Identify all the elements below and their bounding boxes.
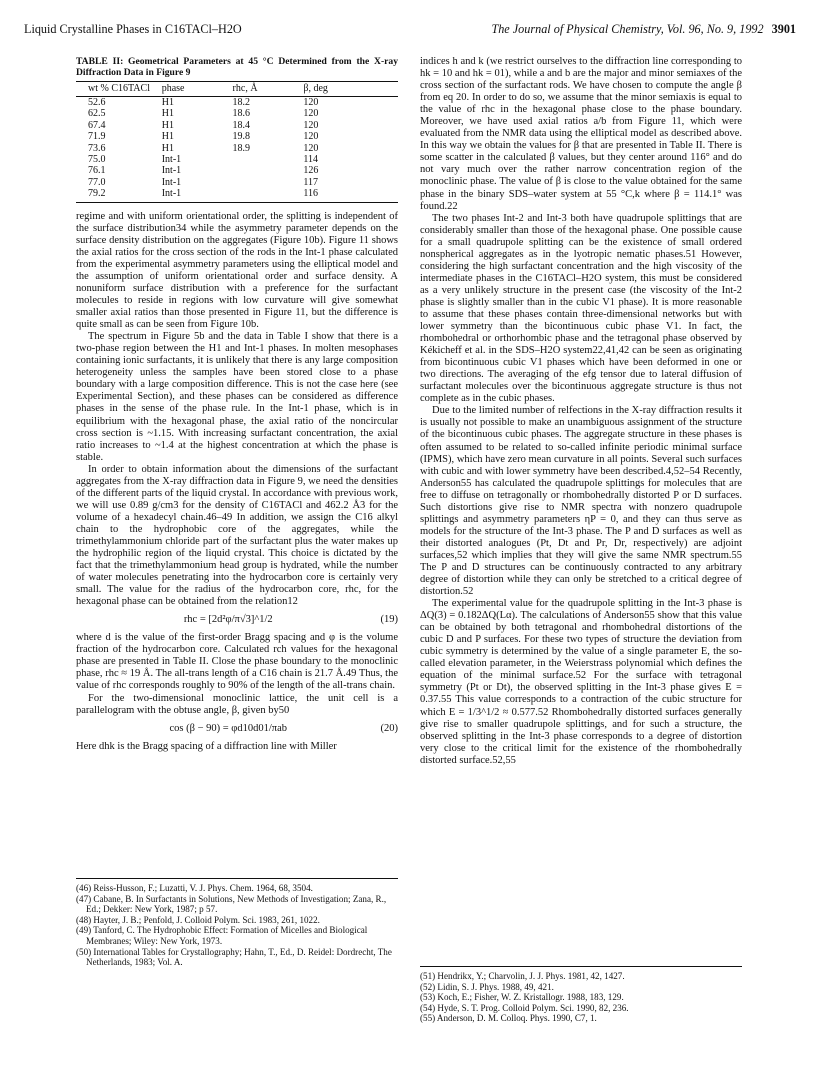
cell-phase: H1 — [161, 119, 174, 131]
reference-item: (49) Tanford, C. The Hydrophobic Effect: Formation of Micelles and Biological Membranes; Wiley: New York, 1973. — [76, 925, 368, 946]
paragraph: Here dhk is the Bragg spacing of a diffraction line with Miller — [76, 740, 337, 752]
paragraph: indices h and k (we restrict ourselves to the diffraction line corresponding to hk = 10 and hk = 01), while a and b are the major and minor semiaxes of the cross section of the surfactant rods. We have chosen to compute the angle β from eq 20. In order to do so, we assume that the minor semiaxis is equal to the value of rhc in the hexagonal phase close to the phase boundary. Moreover, we have used axial ratios a/b from Figure 11, which were evaluated from the NMR data using the elliptical model as described above. In this way we obtain the values for β that are presented in Table II. There is some scatter in the calculated β values, but they center around 116° and do not vary much over the rather narrow concentration region of the monoclinic phase. The value of β is close to the value obtained for the same phase in the binary SDS–water system at 55 °C,k where β = 114.1° was found.22 — [420, 56, 742, 212]
cell-phase: Int-1 — [161, 154, 182, 166]
cell-phase: H1 — [161, 131, 174, 143]
table-row — [76, 177, 398, 188]
equation-20 — [76, 723, 398, 735]
col-header-rhc: rhc, Å — [231, 82, 302, 97]
cell-rhc: 19.8 — [232, 131, 251, 143]
cell-beta: 120 — [303, 97, 319, 109]
running-header — [24, 22, 796, 42]
cell-rhc: 18.2 — [232, 97, 251, 109]
cell-beta: 114 — [303, 154, 319, 166]
reference-item: (48) Hayter, J. B.; Penfold, J. Colloid Polym. Sci. 1983, 261, 1022. — [76, 914, 320, 925]
cell-wt: 76.1 — [88, 165, 106, 177]
cell-phase: H1 — [161, 97, 174, 109]
table-row — [76, 120, 398, 131]
reference-item: (55) Anderson, D. M. Colloq. Phys. 1990, C7, 1. — [420, 1013, 597, 1024]
reference-item: (54) Hyde, S. T. Prog. Colloid Polym. Sci. 1990, 82, 236. — [420, 1002, 629, 1013]
equation-20-body: cos (β − 90) = φd10d01/πab — [169, 722, 287, 734]
cell-wt: 67.4 — [88, 119, 106, 131]
cell-phase: Int-1 — [161, 165, 182, 177]
cell-beta: 117 — [303, 176, 319, 188]
equation-20-number: (20) — [380, 722, 398, 734]
right-column — [420, 56, 742, 767]
table-body — [76, 97, 398, 203]
references-left — [76, 878, 398, 968]
table-row — [76, 143, 398, 154]
table-caption: TABLE II: Geometrical Parameters at 45 °C Determined from the X-ray Diffraction Data in Figure 9 — [76, 56, 398, 78]
cell-rhc: 18.4 — [232, 119, 251, 131]
paragraph: In order to obtain information about the dimensions of the surfactant aggregates from the X-ray diffraction data in Figure 9, we need the densities of the different parts of the liquid crystal. In accordance with previous work, we will use 0.89 g/cm3 for the density of C16TACl and 462.2 Å3 for the volume of a hexadecyl chain.46–49 In addition, we assign the C16 alkyl chain to the hydrophobic core of the aggregates, while the trimethylammonium chloride part of the surfactant plus the water makes up the hydrophilic region of the liquid crystal. This choice is dictated by the fact that the trimethylammonium head group is hydrated, while the number of water molecules penetrating into the hydrocarbon core is certainly very small. The value for the radius of the hydrocarbon core, rhc, for the hexagonal phase can be obtained from the relation12 — [76, 463, 398, 608]
cell-beta: 126 — [303, 165, 319, 177]
equation-19-body: rhc = [2d²φ/π√3]^1/2 — [183, 614, 273, 626]
equation-19-number: (19) — [380, 614, 398, 626]
table-row — [76, 165, 398, 176]
paragraph: Due to the limited number of relfections in the X-ray diffraction results it is usually not possible to make an unambiguous assignment of the structure of the bicontinuous cubic phases. The aggregate structure in these phases is often assumed to be related to so-called infinite periodic minimal surface (IPMS), which have zero mean curvature in all points. Several such surfaces with cubic and with lower symmetry have been described.4,52–54 Recently, Anderson55 has calculated the quadrupole splittings for molecules that are free to diffuse on tetragonally or rhombohedrally distorted P or D surfaces. Such distortions give rise to NMR spectra with nonzero quadrupole splittings and asymmetry parameters ηP = 0, and they can thus serve as models for the structure of the Int-3 phase. The P and D surfaces as well as their distorted analogues (Pt, Dt and Pr, Dr, respectively) are adjoint surfaces,52 which implies that they will give the same NMR spectrum.55 The P and D structures can be continuously contracted to any arbitrary degree of distortion while they can only be stretched to a critical degree of distortion.52 — [420, 405, 742, 598]
left-column — [76, 56, 398, 753]
running-title: Liquid Crystalline Phases in C16TACl–H2O — [24, 22, 242, 36]
cell-rhc — [231, 165, 302, 176]
cell-beta: 116 — [301, 188, 398, 202]
reference-item: (47) Cabane, B. In Surfactants in Solutions, New Methods of Investigation; Zana, R., Ed.; Dekker: New York, 1987; p 57. — [76, 893, 387, 915]
cell-wt: 52.6 — [88, 97, 106, 109]
paragraph: For the two-dimensional monoclinic lattice, the unit cell is a parallelogram with the obtuse angle, β, given by50 — [76, 692, 398, 716]
col-header-beta: β, deg — [301, 82, 398, 97]
paragraph: The two phases Int-2 and Int-3 both have quadrupole splittings that are considerably smaller than those of the hexagonal phase. One possible cause for a small quadrupole splitting can be the existence of small ordered nonspherical aggregates as in the lyotropic nematic phases.51 However, considering the high surfactant concentration and the high viscosity of the intermediate phases in the C16TACl–H2O system, this must be considered as a very unlikely structure in the present case (the viscosity of the Int-2 phase is slightly smaller than in the cubic V1 phase). It is more reasonable to assume that these phases contain three-dimensional networks but with lower symmetry than the bicontinuous cubic phase V1. In fact, the rhombohedral or orthorhombic phase and the tetragonal phase observed by Kékicheff et al. in the SDS–H2O system22,41,42 can be seen as originating from bicontinuous cubic V1 phases which have been deformed in one or two directions. The averaging of the efg tensor due to lateral diffusion of surfactant molecules over the bicontinuous aggregate structure is thus not complete as in the cubic phases. — [420, 212, 742, 405]
cell-wt: 71.9 — [88, 131, 106, 143]
reference-item: (50) International Tables for Crystallography; Hahn, T., Ed., D. Reidel: Dordrecht, The Netherlands, 1983; Vol. A. — [76, 946, 392, 968]
table-header-row — [76, 82, 398, 97]
page-number: 3901 — [771, 22, 796, 36]
cell-wt: 79.2 — [76, 188, 160, 202]
cell-wt: 77.0 — [88, 176, 106, 188]
cell-wt: 75.0 — [88, 154, 106, 166]
paragraph: The experimental value for the quadrupole splitting in the Int-3 phase is ΔQ(3) = 0.182ΔQ(Lα). The calculations of Anderson55 show that this value can be obtained by both tetragonal and rhombohedral distortions of the cubic D and P surfaces. For these two types of structure the deviation from cubic symmetry is determined by the value of a single parameter E, the so-called elevation parameter, in the Weierstrass polynomial which defines the equation of the minimal surface.52 For the surface with tetragonal symmetry (Pt or Dt), the observed splitting in the Int-3 phase gives E = 0.37.55 This value corresponds to a contraction of the cubic structure for which E = 1/3^1/2 ≈ 0.577.52 Rhombohedrally distorted surfaces generally give rise to smaller quadrupole splittings, and for such a structure, the observed splitting in the Int-3 phase corresponds to a degree of distortion very close to the critical limit for the existence of the rhombohedrally distorted surface.52,55 — [420, 598, 742, 766]
table-row — [76, 97, 398, 109]
cell-phase: Int-1 — [161, 176, 182, 188]
references-right — [420, 966, 742, 1024]
cell-beta: 120 — [303, 142, 319, 154]
reference-item: (46) Reiss-Husson, F.; Luzatti, V. J. Phys. Chem. 1964, 68, 3504. — [76, 883, 313, 893]
cell-beta: 120 — [303, 119, 319, 131]
journal-name: The Journal of Physical Chemistry, Vol. 96, No. 9, 1992 — [491, 22, 764, 36]
cell-wt: 62.5 — [88, 108, 106, 120]
cell-wt: 73.6 — [88, 142, 106, 154]
cell-rhc — [231, 154, 302, 165]
reference-item: (53) Koch, E.; Fisher, W. Z. Kristallogr. 1988, 183, 129. — [420, 992, 624, 1003]
reference-item: (51) Hendrikx, Y.; Charvolin, J. J. Phys. 1981, 42, 1427. — [420, 971, 625, 981]
table-row — [76, 131, 398, 142]
table-row — [76, 188, 398, 202]
geometry-table — [76, 81, 398, 203]
cell-beta: 120 — [303, 131, 319, 143]
cell-phase: H1 — [161, 108, 174, 120]
cell-phase: Int-1 — [160, 188, 231, 202]
cell-rhc: 18.6 — [232, 108, 251, 120]
cell-rhc — [231, 188, 302, 202]
paragraph: where d is the value of the first-order Bragg spacing and φ is the volume fraction of the hydrocarbon core. Calculated rch values for the hexagonal phase are presented in Table II. Close the phase boundary to the monoclinic phase, rhc ≈ 19 Å. The all-trans length of a C16 chain is 21.7 Å.49 Thus, the value of rhc corresponds roughly to 90% of the length of the all-trans chain. — [76, 632, 398, 692]
col-header-wt: wt % C16TACl — [76, 82, 160, 97]
cell-beta: 120 — [303, 108, 319, 120]
cell-rhc — [231, 177, 302, 188]
reference-item: (52) Lidin, S. J. Phys. 1988, 49, 421. — [420, 981, 554, 992]
cell-rhc: 18.9 — [232, 142, 251, 154]
paragraph: regime and with uniform orientational order, the splitting is independent of the surface distribution34 while the asymmetry parameter depends on the surface density distribution on the aggregates (Figure 10b). Figure 11 shows the axial ratios for the cross section of the rods in the Int-1 phase calculated from the experimental asymmetry parameters using the elliptical model and the assumption of uniform orientational order and surface density. A nonuniform surface distribution with a preference for the surfactant molecules to reside in regions with low curvature will give somewhat smaller axial ratios than those presented in Figure 11, but the difference is quite small as can be seen from Figure 10b. — [76, 210, 398, 331]
col-header-phase: phase — [160, 82, 231, 97]
paragraph: The spectrum in Figure 5b and the data in Table I show that there is a two-phase region between the H1 and Int-1 phases. In molten mesophases containing ionic surfactants, it is unlikely that there is any large composition heterogeneity unless the samples have been stored close to a phase boundary with a large composition difference. This is not the case here (see Experimental Section), and these phases can be considered as difference phases in the sense of the phase rule. In the Int-1 phase, which is in equilibrium with the hexagonal phase, the axial ratio of the noncircular cross section is ~1.15. With increasing surfactant concentration, the axial ratio increases to ~1.4 at the highest concentration at which the phase is stable. — [76, 331, 398, 463]
journal-citation — [491, 22, 796, 37]
cell-phase: H1 — [161, 142, 174, 154]
table-row — [76, 108, 398, 119]
equation-19 — [76, 614, 398, 626]
table-row — [76, 154, 398, 165]
